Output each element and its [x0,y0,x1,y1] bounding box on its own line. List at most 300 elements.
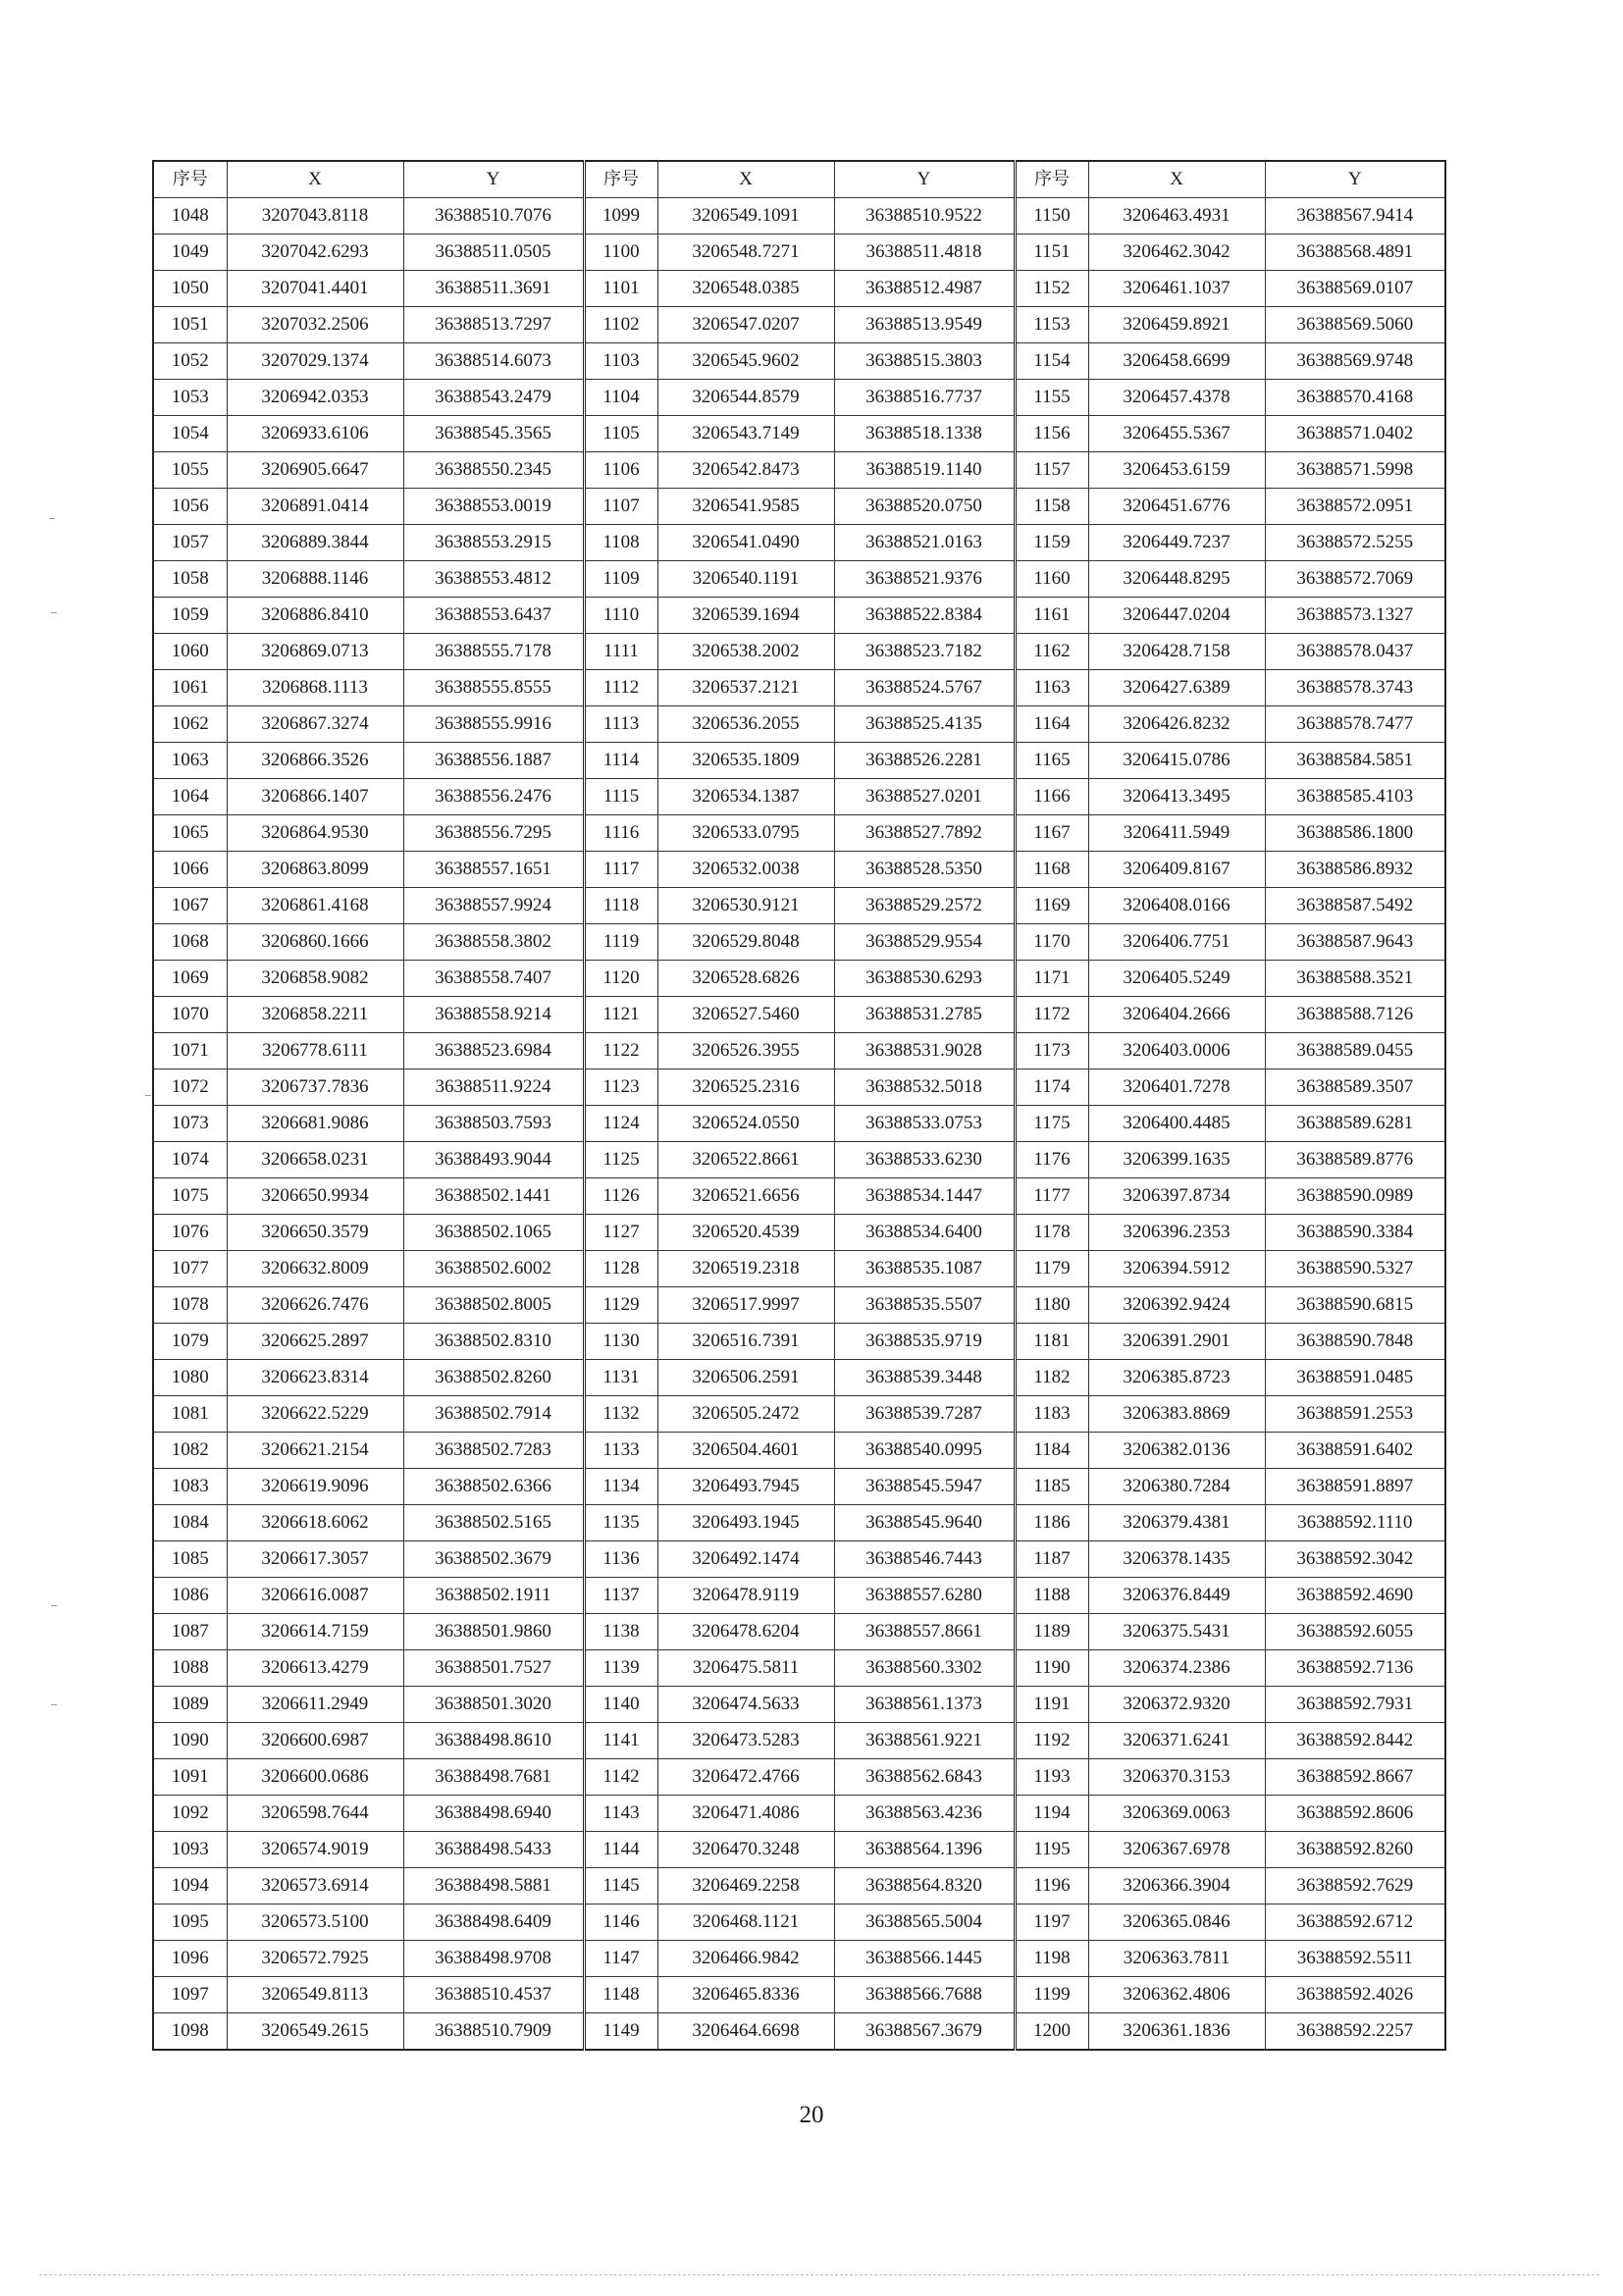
x-cell: 3206474.5633 [657,1687,834,1723]
y-cell: 36388587.5492 [1265,888,1445,924]
x-cell: 3206600.6987 [227,1723,403,1759]
y-cell: 36388545.9640 [834,1505,1015,1541]
serial-cell: 1156 [1015,416,1088,452]
serial-cell: 1152 [1015,271,1088,307]
serial-cell: 1131 [584,1360,657,1396]
y-cell: 36388566.1445 [834,1941,1015,1977]
y-cell: 36388524.5767 [834,670,1015,706]
y-cell: 36388558.7407 [403,961,584,997]
y-cell: 36388528.5350 [834,852,1015,888]
serial-cell: 1187 [1015,1541,1088,1578]
y-cell: 36388526.2281 [834,743,1015,779]
header-x-2: X [657,161,834,198]
y-cell: 36388550.2345 [403,452,584,489]
serial-cell: 1057 [153,525,227,561]
x-cell: 3206522.8661 [657,1142,834,1178]
serial-cell: 1176 [1015,1142,1088,1178]
x-cell: 3206473.5283 [657,1723,834,1759]
serial-cell: 1133 [584,1433,657,1469]
serial-cell: 1115 [584,779,657,815]
x-cell: 3207042.6293 [227,235,403,271]
x-cell: 3206540.1191 [657,561,834,598]
x-cell: 3206613.4279 [227,1650,403,1687]
y-cell: 36388553.0019 [403,489,584,525]
serial-cell: 1154 [1015,343,1088,380]
table-row [153,271,1445,307]
y-cell: 36388592.7629 [1265,1868,1445,1905]
x-cell: 3206374.2386 [1088,1650,1265,1687]
serial-cell: 1189 [1015,1614,1088,1650]
y-cell: 36388502.1065 [403,1215,584,1251]
serial-cell: 1191 [1015,1687,1088,1723]
y-cell: 36388589.8776 [1265,1142,1445,1178]
serial-cell: 1119 [584,924,657,961]
x-cell: 3206886.8410 [227,598,403,634]
table-row [153,489,1445,525]
serial-cell: 1104 [584,380,657,416]
serial-cell: 1141 [584,1723,657,1759]
table-row [153,561,1445,598]
x-cell: 3206866.1407 [227,779,403,815]
scan-speck [51,1605,57,1606]
serial-cell: 1076 [153,1215,227,1251]
serial-cell: 1129 [584,1287,657,1324]
x-cell: 3206375.5431 [1088,1614,1265,1650]
y-cell: 36388568.4891 [1265,235,1445,271]
serial-cell: 1171 [1015,961,1088,997]
page-number: 20 [799,2102,824,2128]
x-cell: 3206409.8167 [1088,852,1265,888]
x-cell: 3206404.2666 [1088,997,1265,1033]
serial-cell: 1166 [1015,779,1088,815]
table-row [153,1251,1445,1287]
y-cell: 36388533.6230 [834,1142,1015,1178]
serial-cell: 1155 [1015,380,1088,416]
table-row [153,1396,1445,1433]
serial-cell: 1094 [153,1868,227,1905]
serial-cell: 1125 [584,1142,657,1178]
y-cell: 36388591.6402 [1265,1433,1445,1469]
y-cell: 36388592.4690 [1265,1578,1445,1614]
serial-cell: 1056 [153,489,227,525]
y-cell: 36388562.6843 [834,1759,1015,1796]
y-cell: 36388522.8384 [834,598,1015,634]
y-cell: 36388523.7182 [834,634,1015,670]
serial-cell: 1180 [1015,1287,1088,1324]
y-cell: 36388539.7287 [834,1396,1015,1433]
serial-cell: 1052 [153,343,227,380]
serial-cell: 1186 [1015,1505,1088,1541]
x-cell: 3206470.3248 [657,1832,834,1868]
y-cell: 36388573.1327 [1265,598,1445,634]
y-cell: 36388565.5004 [834,1905,1015,1941]
serial-cell: 1190 [1015,1650,1088,1687]
table-row [153,1106,1445,1142]
y-cell: 36388515.3803 [834,343,1015,380]
x-cell: 3206532.0038 [657,852,834,888]
y-cell: 36388557.8661 [834,1614,1015,1650]
y-cell: 36388516.7737 [834,380,1015,416]
x-cell: 3206397.8734 [1088,1178,1265,1215]
serial-cell: 1128 [584,1251,657,1287]
y-cell: 36388534.6400 [834,1215,1015,1251]
y-cell: 36388590.7848 [1265,1324,1445,1360]
y-cell: 36388521.0163 [834,525,1015,561]
serial-cell: 1118 [584,888,657,924]
serial-cell: 1123 [584,1070,657,1106]
serial-cell: 1151 [1015,235,1088,271]
y-cell: 36388572.5255 [1265,525,1445,561]
x-cell: 3206529.8048 [657,924,834,961]
x-cell: 3207029.1374 [227,343,403,380]
serial-cell: 1188 [1015,1578,1088,1614]
x-cell: 3206541.9585 [657,489,834,525]
x-cell: 3206548.7271 [657,235,834,271]
serial-cell: 1199 [1015,1977,1088,2013]
serial-cell: 1150 [1015,198,1088,235]
x-cell: 3206462.3042 [1088,235,1265,271]
table-row [153,1723,1445,1759]
serial-cell: 1091 [153,1759,227,1796]
x-cell: 3206459.8921 [1088,307,1265,343]
x-cell: 3206614.7159 [227,1614,403,1650]
serial-cell: 1101 [584,271,657,307]
x-cell: 3206863.8099 [227,852,403,888]
x-cell: 3206527.5460 [657,997,834,1033]
x-cell: 3206525.2316 [657,1070,834,1106]
x-cell: 3206447.0204 [1088,598,1265,634]
table-body [153,198,1445,2051]
x-cell: 3206942.0353 [227,380,403,416]
header-y-1: Y [403,161,584,198]
serial-cell: 1054 [153,416,227,452]
x-cell: 3206867.3274 [227,706,403,743]
serial-cell: 1140 [584,1687,657,1723]
x-cell: 3206542.8473 [657,452,834,489]
serial-cell: 1074 [153,1142,227,1178]
serial-cell: 1114 [584,743,657,779]
x-cell: 3206528.6826 [657,961,834,997]
x-cell: 3206888.1146 [227,561,403,598]
serial-cell: 1172 [1015,997,1088,1033]
y-cell: 36388510.7909 [403,2013,584,2051]
y-cell: 36388569.0107 [1265,271,1445,307]
x-cell: 3206536.2055 [657,706,834,743]
serial-cell: 1198 [1015,1941,1088,1977]
serial-cell: 1063 [153,743,227,779]
x-cell: 3206376.8449 [1088,1578,1265,1614]
x-cell: 3206681.9086 [227,1106,403,1142]
serial-cell: 1050 [153,271,227,307]
x-cell: 3206617.3057 [227,1541,403,1578]
y-cell: 36388592.5511 [1265,1941,1445,1977]
y-cell: 36388560.3302 [834,1650,1015,1687]
y-cell: 36388558.3802 [403,924,584,961]
y-cell: 36388535.1087 [834,1251,1015,1287]
y-cell: 36388590.0989 [1265,1178,1445,1215]
serial-cell: 1164 [1015,706,1088,743]
y-cell: 36388555.9916 [403,706,584,743]
serial-cell: 1192 [1015,1723,1088,1759]
serial-cell: 1064 [153,779,227,815]
y-cell: 36388578.3743 [1265,670,1445,706]
x-cell: 3206451.6776 [1088,489,1265,525]
y-cell: 36388592.2257 [1265,2013,1445,2051]
y-cell: 36388511.3691 [403,271,584,307]
serial-cell: 1157 [1015,452,1088,489]
y-cell: 36388592.1110 [1265,1505,1445,1541]
x-cell: 3206361.1836 [1088,2013,1265,2051]
y-cell: 36388498.6940 [403,1796,584,1832]
y-cell: 36388592.7136 [1265,1650,1445,1687]
serial-cell: 1053 [153,380,227,416]
y-cell: 36388521.9376 [834,561,1015,598]
serial-cell: 1145 [584,1868,657,1905]
y-cell: 36388513.7297 [403,307,584,343]
y-cell: 36388530.6293 [834,961,1015,997]
x-cell: 3206650.9934 [227,1178,403,1215]
x-cell: 3206650.3579 [227,1215,403,1251]
header-x-1: X [227,161,403,198]
y-cell: 36388555.8555 [403,670,584,706]
y-cell: 36388545.3565 [403,416,584,452]
header-serial-2: 序号 [584,161,657,198]
table-row [153,235,1445,271]
x-cell: 3206549.1091 [657,198,834,235]
serial-cell: 1149 [584,2013,657,2051]
x-cell: 3206382.0136 [1088,1433,1265,1469]
serial-cell: 1117 [584,852,657,888]
x-cell: 3206618.6062 [227,1505,403,1541]
y-cell: 36388558.9214 [403,997,584,1033]
serial-cell: 1087 [153,1614,227,1650]
serial-cell: 1144 [584,1832,657,1868]
x-cell: 3206370.3153 [1088,1759,1265,1796]
serial-cell: 1112 [584,670,657,706]
y-cell: 36388502.8310 [403,1324,584,1360]
y-cell: 36388531.2785 [834,997,1015,1033]
x-cell: 3206449.7237 [1088,525,1265,561]
y-cell: 36388553.2915 [403,525,584,561]
x-cell: 3206396.2353 [1088,1215,1265,1251]
serial-cell: 1170 [1015,924,1088,961]
x-cell: 3206520.4539 [657,1215,834,1251]
serial-cell: 1200 [1015,2013,1088,2051]
y-cell: 36388502.6366 [403,1469,584,1505]
y-cell: 36388501.3020 [403,1687,584,1723]
serial-cell: 1109 [584,561,657,598]
table-row [153,416,1445,452]
y-cell: 36388529.9554 [834,924,1015,961]
serial-cell: 1127 [584,1215,657,1251]
y-cell: 36388545.5947 [834,1469,1015,1505]
serial-cell: 1159 [1015,525,1088,561]
x-cell: 3206458.6699 [1088,343,1265,380]
x-cell: 3206463.4931 [1088,198,1265,235]
serial-cell: 1062 [153,706,227,743]
x-cell: 3206411.5949 [1088,815,1265,852]
y-cell: 36388556.1887 [403,743,584,779]
serial-cell: 1122 [584,1033,657,1070]
y-cell: 36388571.5998 [1265,452,1445,489]
table-row [153,1650,1445,1687]
serial-cell: 1089 [153,1687,227,1723]
x-cell: 3206464.6698 [657,2013,834,2051]
y-cell: 36388498.8610 [403,1723,584,1759]
x-cell: 3206535.1809 [657,743,834,779]
table-row [153,1759,1445,1796]
x-cell: 3206622.5229 [227,1396,403,1433]
x-cell: 3206408.0166 [1088,888,1265,924]
table-row [153,198,1445,235]
x-cell: 3206658.0231 [227,1142,403,1178]
x-cell: 3206383.8869 [1088,1396,1265,1433]
y-cell: 36388527.0201 [834,779,1015,815]
y-cell: 36388527.7892 [834,815,1015,852]
y-cell: 36388563.4236 [834,1796,1015,1832]
serial-cell: 1102 [584,307,657,343]
x-cell: 3206394.5912 [1088,1251,1265,1287]
x-cell: 3206478.6204 [657,1614,834,1650]
serial-cell: 1048 [153,198,227,235]
serial-cell: 1196 [1015,1868,1088,1905]
y-cell: 36388592.3042 [1265,1541,1445,1578]
header-serial-3: 序号 [1015,161,1088,198]
serial-cell: 1108 [584,525,657,561]
serial-cell: 1095 [153,1905,227,1941]
y-cell: 36388592.8606 [1265,1796,1445,1832]
table-row [153,1178,1445,1215]
x-cell: 3206399.1635 [1088,1142,1265,1178]
x-cell: 3206625.2897 [227,1324,403,1360]
serial-cell: 1178 [1015,1215,1088,1251]
serial-cell: 1158 [1015,489,1088,525]
table-row [153,1687,1445,1723]
x-cell: 3206598.7644 [227,1796,403,1832]
y-cell: 36388592.7931 [1265,1687,1445,1723]
serial-cell: 1134 [584,1469,657,1505]
x-cell: 3206478.9119 [657,1578,834,1614]
y-cell: 36388589.0455 [1265,1033,1445,1070]
x-cell: 3206616.0087 [227,1578,403,1614]
y-cell: 36388557.6280 [834,1578,1015,1614]
y-cell: 36388557.1651 [403,852,584,888]
y-cell: 36388592.4026 [1265,1977,1445,2013]
y-cell: 36388519.1140 [834,452,1015,489]
serial-cell: 1167 [1015,815,1088,852]
y-cell: 36388572.7069 [1265,561,1445,598]
x-cell: 3206455.5367 [1088,416,1265,452]
x-cell: 3206545.9602 [657,343,834,380]
x-cell: 3206492.1474 [657,1541,834,1578]
serial-cell: 1077 [153,1251,227,1287]
x-cell: 3206860.1666 [227,924,403,961]
x-cell: 3206471.4086 [657,1796,834,1832]
serial-cell: 1069 [153,961,227,997]
serial-cell: 1079 [153,1324,227,1360]
y-cell: 36388498.5881 [403,1868,584,1905]
x-cell: 3206385.8723 [1088,1360,1265,1396]
x-cell: 3206461.1037 [1088,271,1265,307]
serial-cell: 1168 [1015,852,1088,888]
y-cell: 36388561.9221 [834,1723,1015,1759]
x-cell: 3206544.8579 [657,380,834,416]
x-cell: 3206391.2901 [1088,1324,1265,1360]
x-cell: 3206403.0006 [1088,1033,1265,1070]
serial-cell: 1179 [1015,1251,1088,1287]
serial-cell: 1061 [153,670,227,706]
scan-edge-line [39,2274,1599,2275]
x-cell: 3206611.2949 [227,1687,403,1723]
y-cell: 36388539.3448 [834,1360,1015,1396]
x-cell: 3206371.6241 [1088,1723,1265,1759]
table-row [153,1977,1445,2013]
y-cell: 36388501.9860 [403,1614,584,1650]
x-cell: 3206379.4381 [1088,1505,1265,1541]
x-cell: 3206448.8295 [1088,561,1265,598]
x-cell: 3206541.0490 [657,525,834,561]
y-cell: 36388518.1338 [834,416,1015,452]
serial-cell: 1107 [584,489,657,525]
table-row [153,343,1445,380]
table-row [153,1033,1445,1070]
serial-cell: 1136 [584,1541,657,1578]
serial-cell: 1084 [153,1505,227,1541]
y-cell: 36388564.8320 [834,1868,1015,1905]
table-row [153,924,1445,961]
serial-cell: 1070 [153,997,227,1033]
y-cell: 36388572.0951 [1265,489,1445,525]
table-header-row [153,161,1445,198]
y-cell: 36388525.4135 [834,706,1015,743]
x-cell: 3206517.9997 [657,1287,834,1324]
y-cell: 36388498.6409 [403,1905,584,1941]
x-cell: 3206405.5249 [1088,961,1265,997]
serial-cell: 1103 [584,343,657,380]
serial-cell: 1194 [1015,1796,1088,1832]
serial-cell: 1175 [1015,1106,1088,1142]
y-cell: 36388586.8932 [1265,852,1445,888]
y-cell: 36388502.1911 [403,1578,584,1614]
y-cell: 36388584.5851 [1265,743,1445,779]
serial-cell: 1116 [584,815,657,852]
y-cell: 36388503.7593 [403,1106,584,1142]
x-cell: 3206889.3844 [227,525,403,561]
y-cell: 36388555.7178 [403,634,584,670]
table-row [153,525,1445,561]
x-cell: 3206413.3495 [1088,779,1265,815]
serial-cell: 1153 [1015,307,1088,343]
serial-cell: 1092 [153,1796,227,1832]
serial-cell: 1132 [584,1396,657,1433]
x-cell: 3206516.7391 [657,1324,834,1360]
serial-cell: 1066 [153,852,227,888]
serial-cell: 1082 [153,1433,227,1469]
y-cell: 36388553.6437 [403,598,584,634]
x-cell: 3206600.0686 [227,1759,403,1796]
x-cell: 3206626.7476 [227,1287,403,1324]
serial-cell: 1169 [1015,888,1088,924]
x-cell: 3206537.2121 [657,670,834,706]
y-cell: 36388591.2553 [1265,1396,1445,1433]
serial-cell: 1146 [584,1905,657,1941]
table-row [153,888,1445,924]
x-cell: 3206778.6111 [227,1033,403,1070]
serial-cell: 1161 [1015,598,1088,634]
table-row [153,1941,1445,1977]
table-row [153,1433,1445,1469]
serial-cell: 1138 [584,1614,657,1650]
